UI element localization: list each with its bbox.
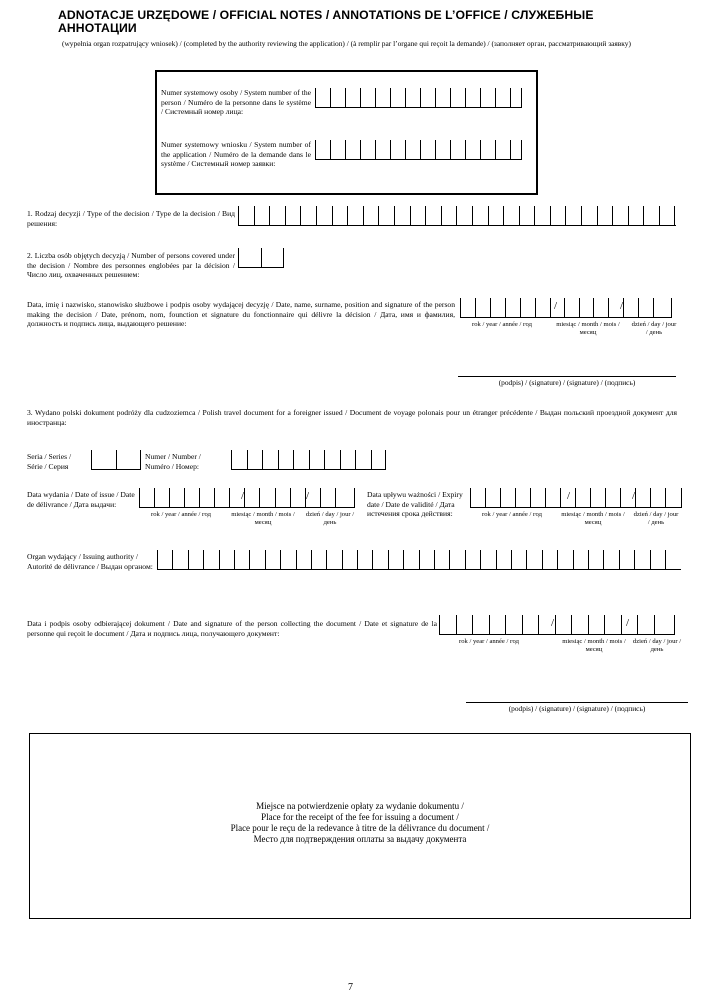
authority-field[interactable]: [157, 550, 681, 570]
number-label: Numer / Number / Numéro / Номер:: [145, 452, 201, 471]
month-label: miesiąc / month / mois / месяц: [562, 638, 626, 653]
date-separator: /: [620, 300, 624, 312]
date-separator: /: [632, 490, 636, 502]
decision-type-field[interactable]: [238, 206, 676, 226]
date-separator: /: [241, 490, 245, 502]
system-number-box: [155, 70, 538, 195]
fee-receipt-box[interactable]: [29, 733, 691, 919]
decision-date-field[interactable]: [460, 298, 672, 318]
year-label: rok / year / année / год: [482, 511, 542, 518]
date-separator: /: [626, 617, 630, 629]
decision-signature-text: Data, imię i nazwisko, stanowisko służbowe i podpis osoby wydającej decyzję / Date, name, surname, position and signature of the person making the decision / Date, prénom, nom, founction et signature du fonctionnaire qui délivre la décision / Дата, имя и фамилия, должность и подпись лица, выдающего решение:: [27, 300, 455, 329]
year-label: rok / year / année / год: [151, 511, 211, 518]
month-label: miesiąc / month / mois / месяц: [556, 321, 620, 336]
persons-count-field[interactable]: [238, 248, 284, 268]
issue-date-field[interactable]: [139, 488, 355, 508]
signature-caption: (podpis) / (signature) / (signature) / (подпись): [508, 704, 646, 713]
number-field[interactable]: [231, 450, 386, 470]
collection-text: Data i podpis osoby odbierającej dokument / Date and signature of the person collecting the document / Date et signature de la personne qui reçoit le document / Дата и подпись лица, получающего документ:: [27, 619, 437, 638]
travel-document-label: 3. Wydano polski dokument podróży dla cudzoziemca / Polish travel document for a foreigner issued / Document de voyage polonais pour un étranger précédente / Выдан польский проездной документ для иностранца:: [27, 408, 677, 427]
person-number-label: Numer systemowy osoby / System number of the person / Numéro de la personne dans le système / Системный номер лица:: [161, 88, 311, 117]
date-separator: /: [554, 300, 558, 312]
fee-receipt-line: Miejsce na potwierdzenie opłaty za wydanie dokumentu /: [256, 801, 464, 811]
day-label: dzień / day / jour / день: [633, 511, 679, 526]
application-number-field[interactable]: [315, 140, 522, 160]
year-label: rok / year / année / год: [459, 638, 519, 645]
persons-count-label: 2. Liczba osób objętych decyzją / Number of persons covered under the decision / Nombre des personnes englobées par la décision / Число лиц, охваченных решением:: [27, 251, 235, 280]
application-number-label: Numer systemowy wniosku / System number of the application / Numéro de la demande dans le système / Системный номер заявки:: [161, 140, 311, 169]
signature-line[interactable]: [466, 702, 688, 703]
page-number: 7: [348, 982, 353, 991]
expiry-date-label: Data upływu ważności / Expiry date / Date de validité / Дата истечения срока действия:: [367, 490, 463, 519]
year-label: rok / year / année / год: [472, 321, 532, 328]
series-field[interactable]: [91, 450, 141, 470]
signature-caption: (podpis) / (signature) / (signature) / (подпись): [498, 378, 636, 387]
person-number-field[interactable]: [315, 88, 522, 108]
day-label: dzień / day / jour / день: [305, 511, 355, 526]
fee-receipt-text: [30, 801, 690, 845]
month-label: miesiąc / month / mois / месяц: [231, 511, 295, 526]
month-label: miesiąc / month / mois / месяц: [561, 511, 625, 526]
signature-line[interactable]: [458, 376, 676, 377]
fee-receipt-line: Место для подтверждения оплаты за выдачу документа: [253, 834, 467, 844]
day-label: dzień / day / jour / день: [631, 321, 677, 336]
collection-date-field[interactable]: [439, 615, 675, 635]
date-separator: /: [567, 490, 571, 502]
page-subtitle: (wypełnia organ rozpatrujący wniosek) / (completed by the authority reviewing the application) / (à remplir par l’organe qui reçoit la demande) / (заполняет орган, рассматривающий заявку): [62, 39, 631, 48]
date-separator: /: [551, 617, 555, 629]
fee-receipt-line: Place pour le reçu de la redevance à titre de la délivrance du document /: [230, 823, 490, 833]
authority-label: Organ wydający / Issuing authority / Autorité de délivrance / Выдан органом:: [27, 552, 153, 571]
decision-type-label: 1. Rodzaj decyzji / Type of the decision / Type de la decision / Вид решения:: [27, 209, 235, 228]
day-label: dzień / day / jour / день: [632, 638, 682, 653]
expiry-date-field[interactable]: [470, 488, 682, 508]
date-separator: /: [306, 490, 310, 502]
series-label: Seria / Series / Série / Серия: [27, 452, 72, 471]
page-title: ADNOTACJE URZĘDOWE / OFFICIAL NOTES / ANNOTATIONS DE L’OFFICE / СЛУЖЕБНЫЕ АННОТАЦИИ: [58, 8, 594, 35]
issue-date-label: Data wydania / Date of issue / Date de délivrance / Дата выдачи:: [27, 490, 135, 509]
fee-receipt-line: Place for the receipt of the fee for issuing a document /: [261, 812, 459, 822]
